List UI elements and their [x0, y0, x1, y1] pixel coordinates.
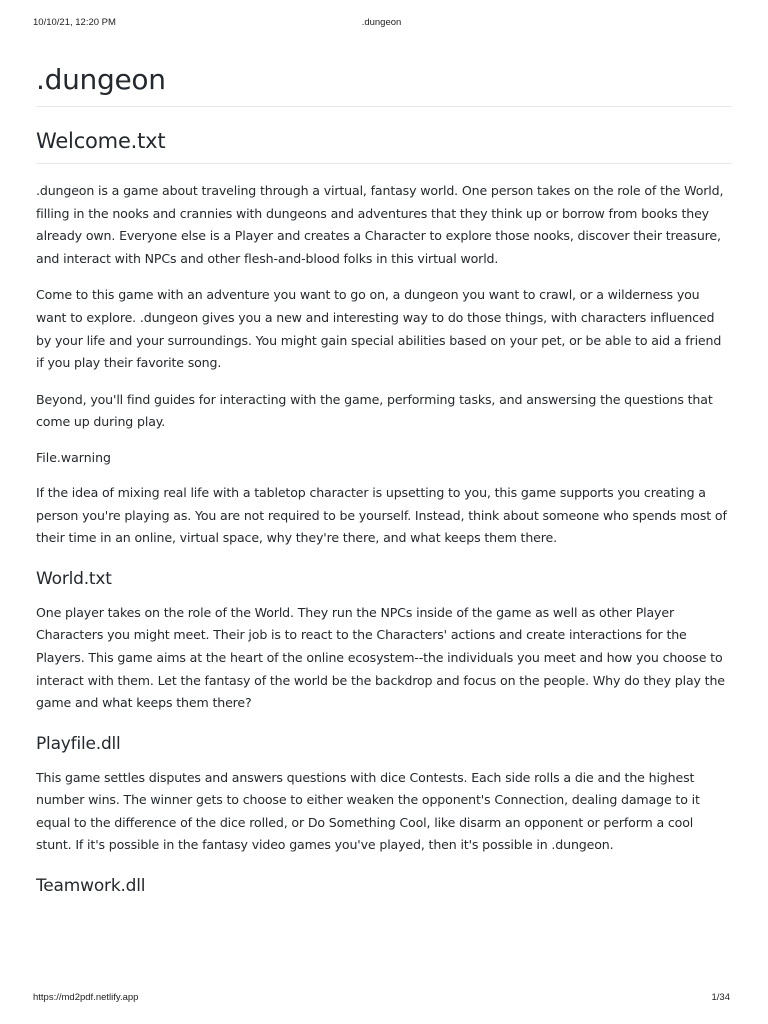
welcome-paragraph-1: .dungeon is a game about traveling through a virtual, fantasy world. One person takes on the role of the World, filling in the nooks and crannies with dungeons and adventures that they think up or borrow from books they already own. Everyone else is a Player and creates a Character to explore those nooks, discover their treasure, and interact with NPCs and other flesh-and-blood folks in this virtual world. — [36, 183, 724, 266]
section-heading-world: World.txt — [36, 568, 112, 589]
subheading-file-warning: File.warning — [36, 449, 111, 465]
print-url: https://md2pdf.netlify.app — [33, 992, 139, 1003]
document-body — [36, 58, 732, 899]
print-footer — [33, 992, 730, 1006]
print-datetime: 10/10/21, 12:20 PM — [33, 17, 116, 28]
section-heading-playfile: Playfile.dll — [36, 733, 121, 754]
print-page-number: 1/34 — [711, 992, 730, 1003]
warning-paragraph: If the idea of mixing real life with a tabletop character is upsetting to you, this game supports you creating a person you're playing as. You are not required to be yourself. Instead, think about someone who spends most of their time in an online, virtual space, why they're there, and what keeps them there. — [36, 484, 727, 546]
print-header — [33, 17, 730, 31]
welcome-paragraph-3: Beyond, you'll find guides for interacting with the game, performing tasks, and answersing the questions that come up during play. — [36, 391, 713, 430]
print-doc-title: .dungeon — [361, 17, 402, 28]
section-heading-teamwork: Teamwork.dll — [36, 876, 146, 897]
section-heading-welcome: Welcome.txt — [36, 125, 732, 164]
playfile-paragraph: This game settles disputes and answers questions with dice Contests. Each side rolls a die and the highest number wins. The winner gets to choose to either weaken the opponent's Connection, dealing damage to it equal to the difference of the dice rolled, or Do Something Cool, like disarm an opponent or perform a cool stunt. If it's possible in the fantasy video games you've played, then it's possible in .dungeon. — [36, 769, 700, 853]
document-title: .dungeon — [36, 58, 732, 107]
welcome-paragraph-2: Come to this game with an adventure you want to go on, a dungeon you want to crawl, or a wilderness you want to explore. .dungeon gives you a new and interesting way to do those things, with characters influenced by your life and your surroundings. You might gain special abilities based on your pet, or be able to aid a friend if you play their favorite song. — [36, 287, 722, 371]
world-paragraph: One player takes on the role of the World. They run the NPCs inside of the game as well as other Player Characters you might meet. Their job is to react to the Characters' actions and create interactions for the Players. This game aims at the heart of the online ecosystem--the individuals you meet and how you choose to interact with them. Let the fantasy of the world be the backdrop and focus on the people. Why do they play the game and what keeps them there? — [36, 604, 725, 711]
